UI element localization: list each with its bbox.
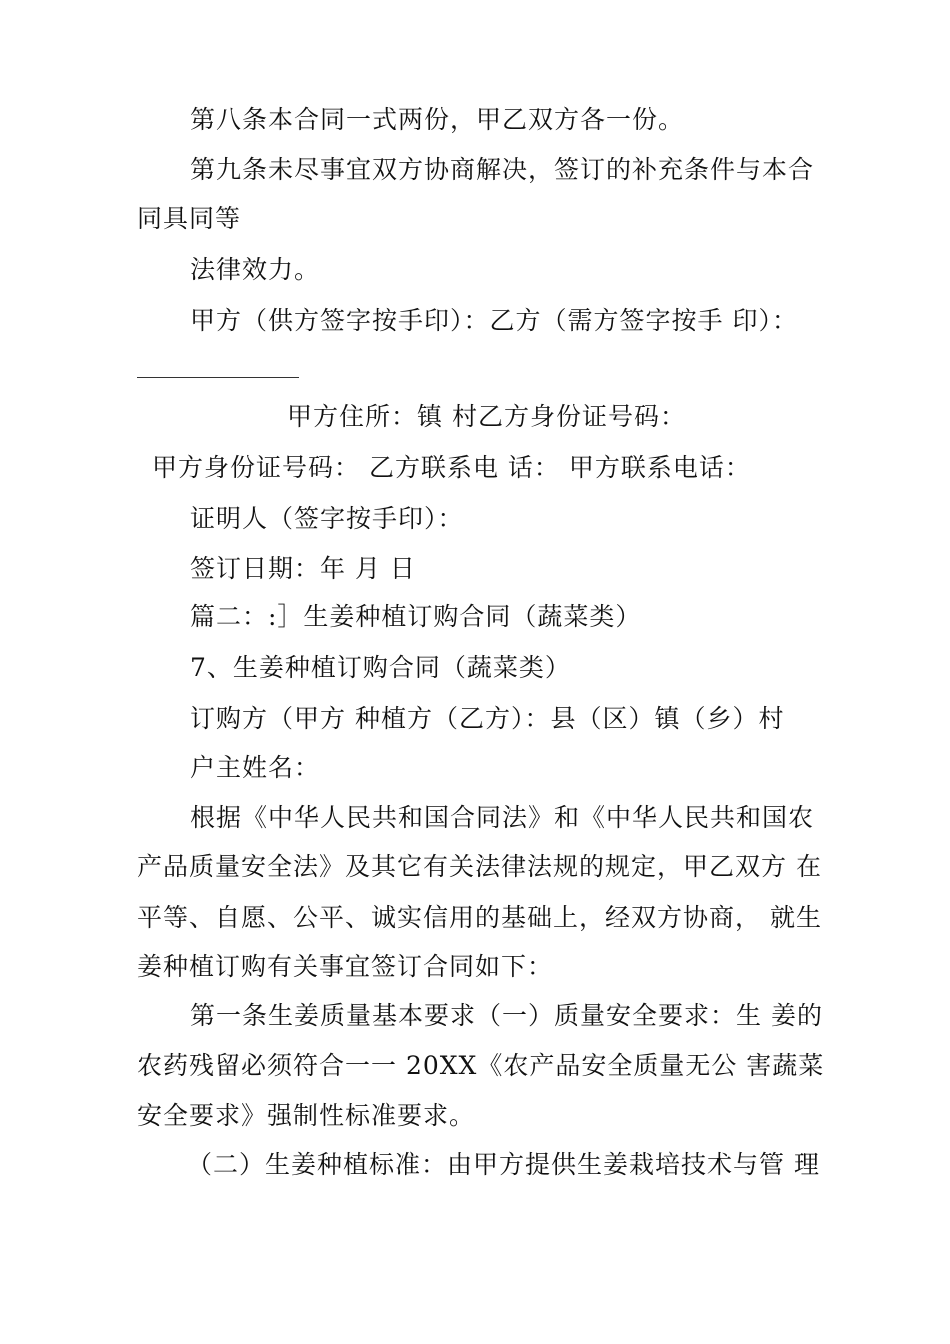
text-line-article-1-b: 农药残留必须符合一一 20XX《农产品安全质量无公 害蔬菜: [137, 1051, 825, 1080]
text-line-article-9: 第九条未尽事宜双方协商解决，签订的补充条件与本合: [190, 155, 815, 184]
text-line-article-1-c: 安全要求》强制性标准要求。: [137, 1101, 476, 1130]
text-line-address: 甲方住所：镇 村乙方身份证号码：: [287, 402, 686, 431]
text-line-basis-3: 平等、自愿、公平、诚实信用的基础上，经双方协商， 就生: [137, 903, 822, 932]
text-line-witness: 证明人（签字按手印）：: [190, 504, 464, 533]
text-line-householder: 户主姓名：: [190, 753, 321, 782]
text-line-id-phone: 甲方身份证号码： 乙方联系电 话： 甲方联系电话：: [152, 453, 751, 482]
text-line-contract-title: 7、生姜种植订购合同（蔬菜类）: [190, 653, 571, 682]
text-line-article-1-a: 第一条生姜质量基本要求（一）质量安全要求：生 姜的: [190, 1001, 823, 1030]
text-line-sign-date: 签订日期：年 月 日: [190, 554, 416, 583]
text-line-signatures: 甲方（供方签字按手印）：乙方（需方签字按手 印）：: [190, 306, 798, 335]
text-line-basis-1: 根据《中华人民共和国合同法》和《中华人民共和国农: [190, 803, 815, 832]
text-line-basis-4: 姜种植订购有关事宜签订合同如下：: [137, 952, 554, 981]
text-line-parties: 订购方（甲方 种植方（乙方）：县（区）镇（乡）村: [190, 704, 785, 733]
text-line-basis-2: 产品质量安全法》及其它有关法律法规的规定，甲乙双方 在: [137, 852, 822, 881]
text-line-legal-effect: 法律效力。: [190, 255, 321, 284]
text-line-article-8: 第八条本合同一式两份，甲乙双方各一份。: [190, 105, 685, 134]
text-line-article-9-cont: 同具同等: [137, 204, 242, 233]
signature-underline: [137, 377, 299, 378]
text-line-part-two: 篇二：:］生姜种植订购合同（蔬菜类）: [190, 602, 642, 631]
text-line-planting-standard: （二）生姜种植标准：由甲方提供生姜栽培技术与管 理: [187, 1150, 820, 1179]
